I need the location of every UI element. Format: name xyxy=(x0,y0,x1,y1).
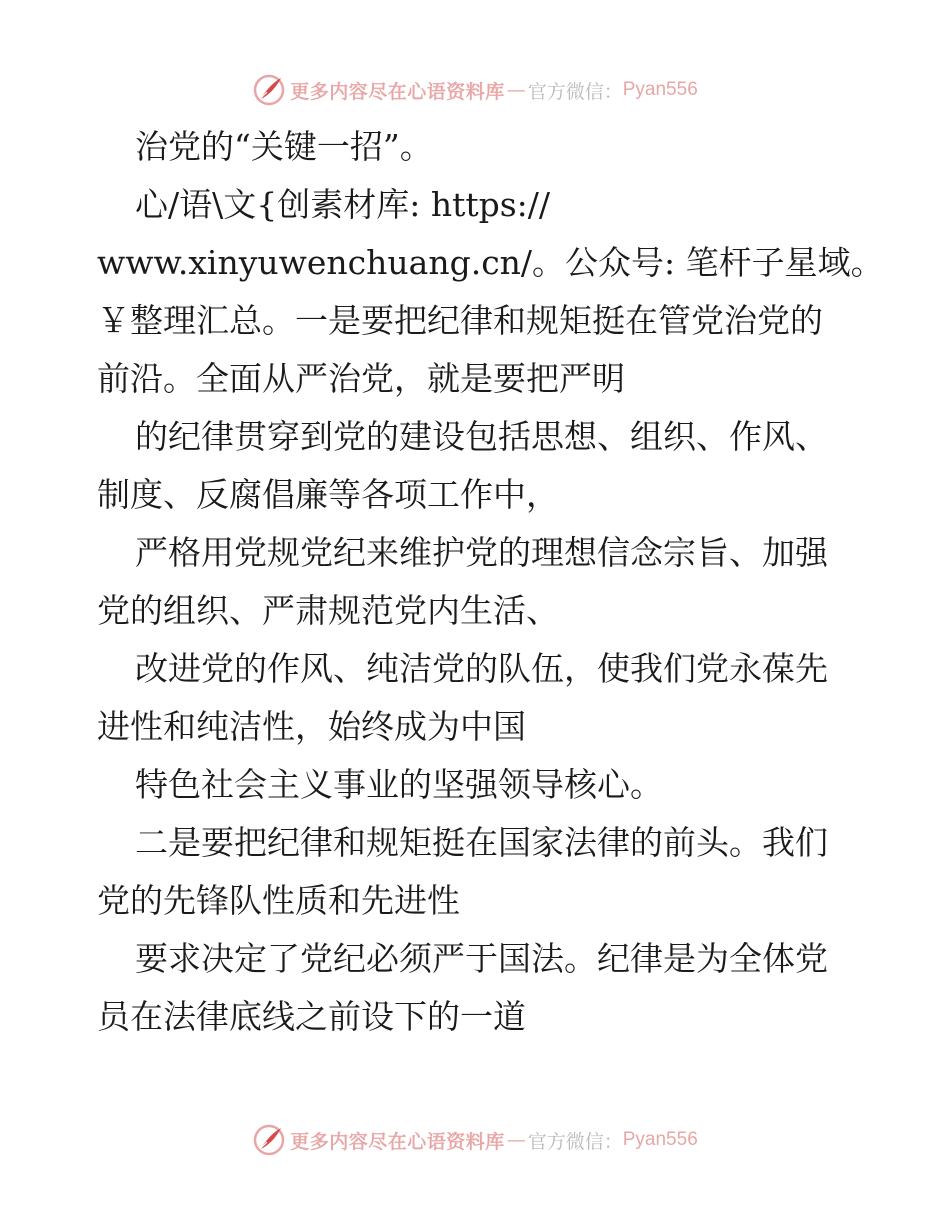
text-line: 严格用党规党纪来维护党的理想信念宗旨、加强 xyxy=(135,533,828,572)
banner-text: 更多内容尽在心语资料库 xyxy=(290,1130,505,1153)
banner-dash: — xyxy=(506,1129,526,1151)
footer-banner xyxy=(0,1120,950,1160)
text-line: 党的组织、严肃规范党内生活、 xyxy=(97,591,559,630)
wechat-id: Pyan556 xyxy=(622,1129,698,1150)
text-line: 制度、反腐倡廉等各项工作中， xyxy=(97,475,559,514)
header-banner xyxy=(0,70,950,110)
banner-text: 更多内容尽在心语资料库 xyxy=(290,80,505,103)
text-line: 前沿。全面从严治党，就是要把严明 xyxy=(97,359,625,398)
feather-pen-logo-icon xyxy=(252,73,286,107)
feather-pen-logo-icon xyxy=(252,1123,286,1157)
wechat-label: 官方微信： xyxy=(527,1130,623,1153)
text-line: 特色社会主义事业的坚强领导核心。 xyxy=(135,765,663,804)
text-line: 治党的“关键一招”。 xyxy=(135,127,433,166)
text-line: 进性和纯洁性，始终成为中国 xyxy=(97,707,526,746)
text-line: 的纪律贯穿到党的建设包括思想、组织、作风、 xyxy=(135,417,828,456)
wechat-label: 官方微信： xyxy=(527,80,623,103)
text-line: 要求决定了党纪必须严于国法。纪律是为全体党 xyxy=(135,939,828,978)
text-line: 员在法律底线之前设下的一道 xyxy=(97,997,526,1036)
text-line: ￥整理汇总。一是要把纪律和规矩挺在管党治党的 xyxy=(97,301,823,340)
text-line: 改进党的作风、纯洁党的队伍，使我们党永葆先 xyxy=(135,649,828,688)
banner-dash: — xyxy=(506,79,526,101)
text-line: 二是要把纪律和规矩挺在国家法律的前头。我们 xyxy=(135,823,828,862)
text-line: 心/语\文{创素材库: https:// xyxy=(135,185,551,224)
text-line: www.xinyuwenchuang.cn/。公众号: 笔杆子星域。 xyxy=(97,243,884,282)
wechat-id: Pyan556 xyxy=(622,79,698,100)
text-line: 党的先锋队性质和先进性 xyxy=(97,881,460,920)
document-body xyxy=(97,118,884,1046)
